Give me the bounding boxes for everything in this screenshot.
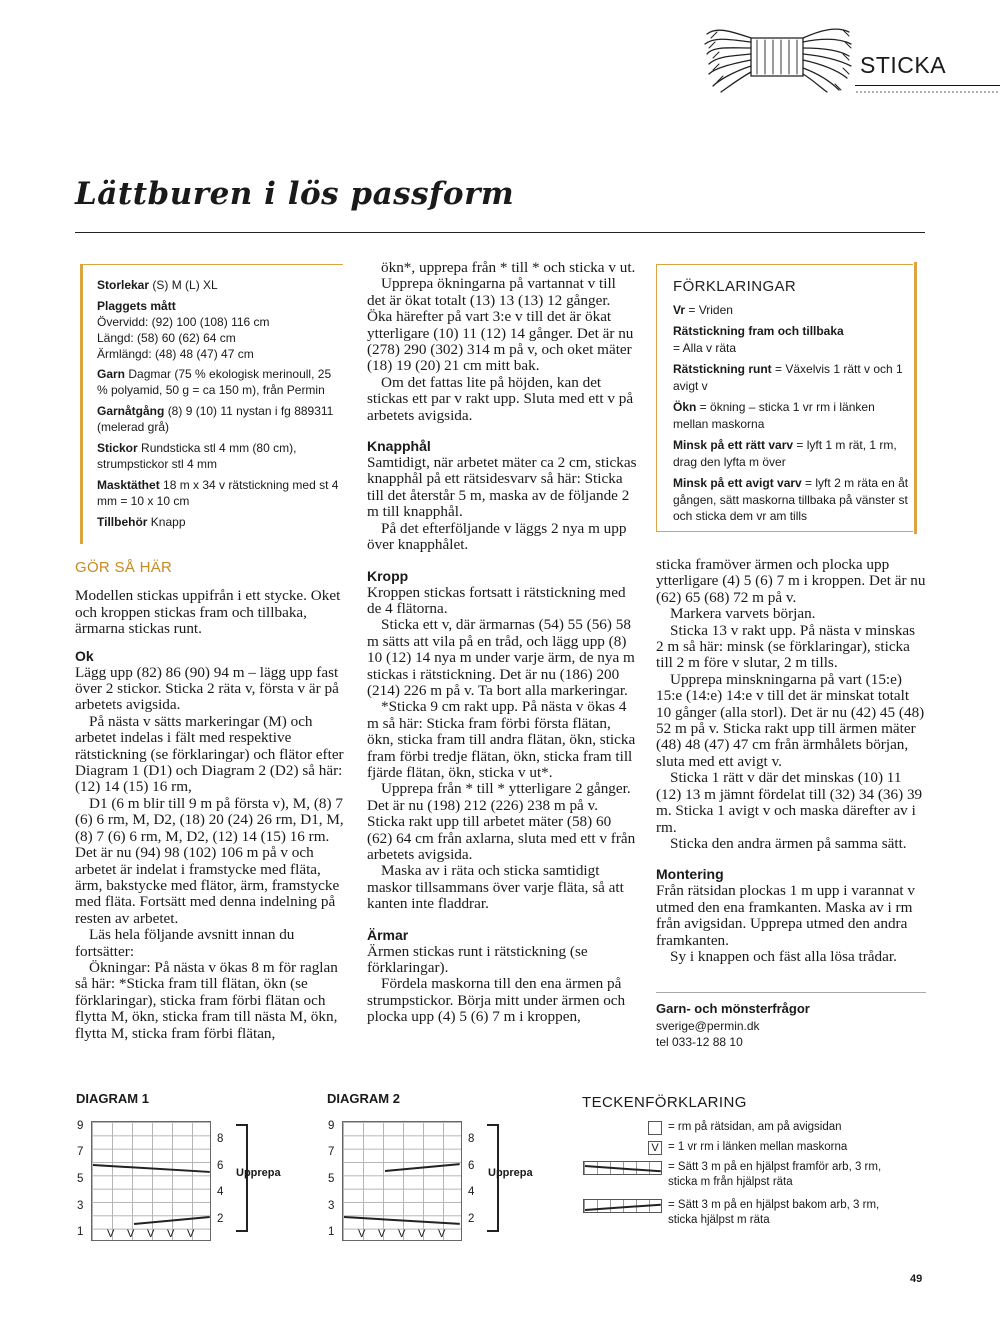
knapphal-heading: Knapphål (367, 438, 431, 455)
row-number: 2 (217, 1213, 224, 1225)
info-garn: Garn Dagmar (75 % ekologisk merinoull, 25 % polyamid, 50 g = ca 150 m), från Permin (97, 366, 332, 397)
diagram-1-label: DIAGRAM 1 (76, 1091, 149, 1106)
explanations-box-border (914, 262, 917, 534)
contact-phone: tel 033-12 88 10 (656, 1035, 743, 1049)
explanation-item: Vr = Vriden (673, 302, 733, 317)
repeat-label: Upprepa (488, 1167, 533, 1179)
twisted-stitch-symbol (648, 1141, 662, 1155)
paragraph: Markera varvets början. (670, 605, 816, 623)
repeat-label: Upprepa (236, 1167, 281, 1179)
info-masktathet: Masktäthet 18 m x 34 v rätstickning med st 4 mm = 10 x 10 cm (97, 477, 339, 508)
paragraph: Sticka ett v, där ärmarnas (54) 55 (56) 58 m sätts att vila på en tråd, och lägg upp (8) 10 (12) 14 nya m under varje ärm, de nya m stickas i rätstickning. Det är nu (186) 200 (214) 226 m på v. Ta bort alla markeringar. (367, 616, 635, 699)
twisted-stitch-mark: V (398, 1228, 406, 1240)
paragraph: Kroppen stickas fortsatt i rätstickning med de 4 flätorna. (367, 583, 626, 617)
info-storlekar: Storlekar (S) M (L) XL (97, 278, 218, 292)
row-number: 5 (328, 1173, 335, 1185)
ok-paragraph: Ökningar: På nästa v ökas 8 m för raglan så här: *Sticka fram till flätan, ökn (se förklaringar), sticka fram förbi flätan och flytta M, ökn, sticka fram till nästa M, ökn, flytta M, sticka fram förbi flätan, (75, 958, 338, 1042)
text-column-3 (656, 557, 926, 965)
paragraph: Maska av i räta och sticka samtidigt maskor tillsammans över varje fläta, så att kanten inte fladdrar. (367, 862, 624, 913)
contact-email[interactable]: sverige@permin.dk (656, 1018, 760, 1033)
explanations-heading: FÖRKLARINGAR (673, 278, 797, 295)
info-garnatgang: Garnåtgång (8) 9 (10) 11 nystan i fg 889311 (melerad grå) (97, 403, 334, 434)
paragraph: Om det fattas lite på höjden, kan det stickas ett par v rakt upp. Sluta med ett v på arbetets avigsida. (367, 373, 634, 424)
explanation-item: Ökn = ökning – sticka 1 vr rm i länken mellan maskorna (673, 400, 875, 431)
paragraph: *Sticka 9 cm rakt upp. På nästa v ökas 4 m så här: Sticka fram förbi första flätan, ökn, sticka fram till andra flätan, ökn, sticka fram förbi tredje flätan, ökn, sticka fram till fjärde flätan, ökn, sticka v ut*. (367, 698, 636, 781)
explanation-item: Rätstickning fram och tillbaka = Alla v räta (673, 324, 844, 355)
paragraph: Samtidigt, när arbetet mäter ca 2 cm, stickas knapphål på ett rätsidesvarv så här: Sticka till det återstår 5 m, maska av de följande 2 m till knapphål. (367, 454, 637, 521)
twisted-stitch-mark: V (127, 1228, 135, 1240)
explanation-item: Minsk på ett avigt varv = lyft 2 m räta en åt gången, sätt maskorna tillbaka på vänster st och sticka dem vr am tills (673, 476, 909, 523)
section-tag: STICKA (860, 52, 947, 78)
explanations-box (656, 264, 913, 532)
row-number: 5 (77, 1173, 84, 1185)
row-number: 8 (468, 1133, 475, 1145)
title-divider (75, 232, 925, 233)
paragraph: Sticka 13 v rakt upp. På nästa v minskas 2 m så här: minsk (se förklaringar), sticka till 2 m före v slutar, 2 m tills. (656, 621, 916, 672)
row-number: 1 (328, 1226, 335, 1238)
yarn-skein-illustration (703, 24, 853, 94)
page-title: Lättburen i lös passform (75, 176, 515, 212)
row-number: 9 (77, 1120, 84, 1132)
diagram-2-label: DIAGRAM 2 (327, 1091, 400, 1106)
page-number: 49 (910, 1273, 923, 1285)
row-number: 8 (217, 1133, 224, 1145)
contact-info (656, 992, 926, 1051)
contact-heading: Garn- och mönsterfrågor (656, 1001, 810, 1016)
header-dotted-divider (855, 90, 1000, 94)
twisted-stitch-mark: V (438, 1228, 446, 1240)
paragraph: På det efterföljande v läggs 2 nya m upp över knapphålet. (367, 519, 627, 554)
row-number: 9 (328, 1120, 335, 1132)
twisted-stitch-mark: V (147, 1228, 155, 1240)
paragraph: sticka framöver ärmen och plocka upp ytterligare (4) 5 (6) 7 m i kroppen. Det är nu (62) 65 (68) 72 m på v. (656, 556, 926, 606)
knit-stitch-symbol (648, 1121, 662, 1135)
paragraph: ökn*, upprepa från * till * och sticka v ut. (381, 259, 636, 276)
legend-heading: TECKENFÖRKLARING (582, 1094, 747, 1111)
paragraph: Sticka 1 rätt v där det minskas (10) 11 (12) 13 m jämnt fördelat till (32) 34 (36) 39 m. Sticka 1 avigt v och maska därefter av i rm. (656, 769, 923, 836)
row-number: 3 (77, 1200, 84, 1212)
info-stickor: Stickor Rundsticka stl 4 mm (80 cm), strumpstickor stl 4 mm (97, 440, 297, 471)
ok-paragraph: På nästa v sätts markeringar (M) och arbetet indelas i fält med respektive rätstickning (se förklaringar) och flätor efter Diagram 1 (D1) och Diagram 2 (D2) så här: (12) 14 (15) 16 rm, (75, 712, 344, 796)
info-matt: Plaggets mått Övervidd: (92) 100 (108) 116 cm Längd: (58) 60 (62) 64 cm Ärmlängd: (48) 48 (47) 47 cm (97, 298, 270, 361)
text-column-1 (75, 560, 345, 1042)
twisted-stitch-mark: V (358, 1228, 366, 1240)
paragraph: Upprepa ökningarna på vartannat v till det är ökat totalt (13) 13 (13) 12 gånger. Öka härefter på vart 3:e v till det är ökat ytterligare (10) 11 (12) 14 gånger. Det är nu (278) 290 (302) 314 m på v, och oket mäter (18) 19 (20) 21 cm mitt bak. (367, 275, 634, 375)
row-number: 2 (468, 1213, 475, 1225)
row-number: 4 (217, 1186, 224, 1198)
row-number: 1 (77, 1226, 84, 1238)
v-icon: V (651, 1142, 659, 1154)
twisted-stitch-mark: V (378, 1228, 386, 1240)
twisted-stitch-mark: V (418, 1228, 426, 1240)
twisted-stitch-mark: V (107, 1228, 115, 1240)
armar-heading: Ärmar (367, 926, 409, 943)
ok-heading: Ok (75, 647, 94, 664)
paragraph: Sticka den andra ärmen på samma sätt. (670, 834, 907, 852)
row-number: 6 (468, 1160, 475, 1172)
pattern-info-box (80, 264, 343, 544)
twisted-stitch-mark: V (187, 1228, 195, 1240)
paragraph: Fördela maskorna till den ena ärmen på strumpstickor. Börja mitt under ärmen och plocka upp (4) 5 (6) 7 m i kroppen, (367, 975, 626, 1026)
diagram-1-grid (91, 1121, 211, 1241)
legend-item: = rm på rätsidan, am på avigsidan (668, 1121, 842, 1133)
header-divider (855, 85, 1000, 86)
explanation-item: Rätstickning runt = Växelvis 1 rätt v och 1 avigt v (673, 362, 903, 393)
paragraph: Upprepa minskningarna på vart (15:e) 15:e (14:e) 14:e v till det är minskat totalt 10 gånger (alla storl). Det är nu (42) 45 (48) 52 m på v. Sticka rakt upp till ärmen mäter (48) 48 (47) 47 cm från ärmhålets början, sluta med ett avigt v. (656, 670, 925, 770)
montering-heading: Montering (656, 866, 724, 883)
ok-paragraph: Läs hela följande avsnitt innan du fortsätter: (75, 926, 295, 960)
twisted-stitch-mark: V (167, 1228, 175, 1240)
legend-item: = 1 vr rm i länken mellan maskorna (668, 1141, 848, 1153)
row-number: 3 (328, 1200, 335, 1212)
info-tillbehor: Tillbehör Knapp (97, 514, 186, 529)
intro-paragraph: Modellen stickas uppifrån i ett stycke. Oket och kroppen stickas fram och tillbaka, ärmarna stickas runt. (75, 587, 341, 638)
row-number: 6 (217, 1160, 224, 1172)
row-number: 4 (468, 1186, 475, 1198)
kropp-heading: Kropp (367, 567, 409, 584)
row-number: 7 (77, 1146, 84, 1158)
paragraph: Sy i knappen och fäst alla lösa trådar. (670, 947, 897, 965)
text-column-2 (367, 260, 637, 1026)
paragraph: Upprepa från * till * ytterligare 2 gånger. Det är nu (198) 212 (226) 238 m på v. Sticka rakt upp till arbetet mäter (58) 60 (62) 64 cm från axlarna, sluta med ett v från arbetets avigsida. (367, 780, 636, 863)
ok-paragraph: Lägg upp (82) 86 (90) 94 m – lägg upp fast över 2 stickor. Sticka 2 räta v, första v är på arbetets avigsida. (75, 663, 339, 714)
legend-item: = Sätt 3 m på en hjälpst framför arb, 3 rm, sticka m från hjälpst räta (668, 1161, 882, 1188)
gor-sa-har-heading: GÖR SÅ HÄR (75, 559, 173, 576)
paragraph: Ärmen stickas runt i rätstickning (se förklaringar). (367, 942, 588, 977)
paragraph: Från rätsidan plockas 1 m upp i varannat v utmed den ena framkanten. Maska av i rm från avigsidan. Upprepa utmed den andra framkanten. (656, 882, 915, 949)
legend-item: = Sätt 3 m på en hjälpst bakom arb, 3 rm, sticka hjälpst m räta (668, 1199, 880, 1226)
ok-paragraph: D1 (6 m blir till 9 m på första v), M, (8) 7 (6) 6 rm, M, D2, (18) 20 (24) 26 rm, D1, M, (8) 7 (6) 6 rm, M, D2, (12) 14 (15) 16 rm. Det är nu (94) 98 (102) 106 m på v och arbetet är indelat i framstycke med fläta, ärm, bakstycke med flätor, ärm, framstycke med fläta. Fortsätt med denna indelning på resten av arbetet. (75, 794, 344, 927)
row-number: 7 (328, 1146, 335, 1158)
explanation-item: Minsk på ett rätt varv = lyft 1 m rät, 1 rm, drag den lyfta m över (673, 438, 897, 469)
